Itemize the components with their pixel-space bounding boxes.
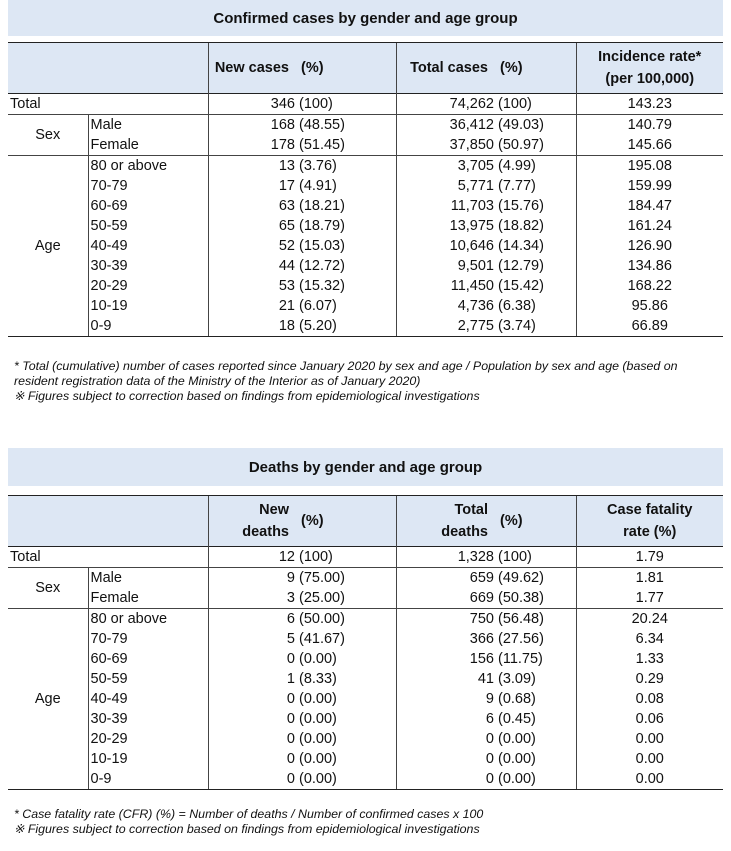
- cell-total-pct: (6.38): [498, 297, 536, 314]
- cell-new: 0: [208, 709, 297, 729]
- table-row: [8, 547, 723, 568]
- cell-rate: 0.08: [576, 689, 723, 709]
- cell-new: 178: [208, 135, 297, 156]
- row-label: 0-9: [88, 316, 208, 337]
- cell-total: 41: [396, 669, 496, 689]
- header-incidence-rate-line2: (per 100,000): [605, 71, 695, 87]
- group-label-age: Age: [8, 609, 88, 790]
- table-row: [8, 236, 723, 256]
- cell-total: 6: [396, 709, 496, 729]
- cell-new: 65: [208, 216, 297, 236]
- table-row: [8, 216, 723, 236]
- table-row: [8, 769, 723, 790]
- cell-rate: 145.66: [576, 135, 723, 156]
- table-header-row: [8, 496, 723, 547]
- row-label: 60-69: [88, 196, 208, 216]
- table-row: [8, 669, 723, 689]
- cell-rate: 126.90: [576, 236, 723, 256]
- cell-total-pct: (0.00): [496, 769, 576, 790]
- cell-total: 3,705: [396, 156, 496, 177]
- deaths-notes: [14, 807, 714, 837]
- cell-new-pct: (3.76): [297, 156, 396, 177]
- cell-new: 53: [208, 276, 297, 296]
- cell-total: 156: [396, 649, 496, 669]
- confirmed-cases-section: [8, 0, 723, 337]
- cell-rate: 20.24: [576, 609, 723, 630]
- cell-total: 0: [396, 769, 496, 790]
- header-total-pct: (%): [496, 43, 576, 94]
- cell-new: 0: [208, 749, 297, 769]
- cell-total: 37,850: [396, 135, 496, 156]
- table-row: [8, 729, 723, 749]
- cell-total: 9,501: [396, 256, 496, 276]
- row-label: Total: [8, 547, 208, 568]
- cell-total: 2,775: [396, 316, 496, 337]
- group-label-sex: Sex: [8, 115, 88, 156]
- header-case-fatality-rate-line2: rate (%): [623, 524, 677, 540]
- deaths-title: Deaths by gender and age group: [8, 448, 723, 486]
- deaths-body: [8, 547, 723, 790]
- table-row: [8, 256, 723, 276]
- cell-new: 63: [208, 196, 297, 216]
- cell-new: 3: [208, 588, 297, 609]
- row-label: Female: [88, 135, 208, 156]
- cell-new-pct: (15.32): [299, 277, 345, 294]
- row-label: Total: [8, 94, 208, 115]
- group-label-age: Age: [8, 156, 88, 337]
- cell-new: 1: [208, 669, 297, 689]
- cell-total: 669: [396, 588, 496, 609]
- cell-new-pct: (15.03): [299, 237, 345, 254]
- cell-new-pct: (0.00): [299, 690, 337, 707]
- row-label: 50-59: [88, 669, 208, 689]
- cell-new: 6: [208, 609, 297, 630]
- cell-new-pct: (100): [297, 547, 396, 568]
- cell-total-pct: (49.03): [496, 115, 576, 136]
- cell-new: 0: [208, 649, 297, 669]
- cell-total-pct: (3.74): [496, 316, 576, 337]
- header-new-cases: New cases: [208, 43, 297, 94]
- confirmed-cases-title: Confirmed cases by gender and age group: [8, 0, 723, 36]
- table-row: [8, 176, 723, 196]
- confirmed-cases-note-1: * Total (cumulative) number of cases reported since January 2020 by sex and age / Population by sex and age (based on resident registration data of the Ministry of the Interior as of January 2020): [14, 359, 678, 388]
- cell-rate: 1.77: [576, 588, 723, 609]
- cell-total-pct: (15.42): [498, 277, 544, 294]
- cell-total-pct: (50.38): [498, 589, 544, 606]
- cell-total-pct: (18.82): [498, 217, 544, 234]
- header-new-deaths-line2: deaths: [242, 524, 289, 540]
- cell-new: 346: [208, 94, 297, 115]
- cell-new-pct: (6.07): [299, 297, 337, 314]
- confirmed-cases-notes: [14, 359, 714, 404]
- cell-new-pct: (18.21): [299, 197, 345, 214]
- deaths-table: [8, 495, 723, 790]
- cell-rate: 159.99: [576, 176, 723, 196]
- row-label: 10-19: [88, 296, 208, 316]
- cell-total: 750: [396, 609, 496, 630]
- deaths-note-2: ※ Figures subject to correction based on findings from epidemiological investigations: [14, 822, 480, 836]
- header-blank-cell: [8, 496, 208, 547]
- table-row: [8, 135, 723, 156]
- row-label: 30-39: [88, 709, 208, 729]
- header-blank-cell: [8, 43, 208, 94]
- cell-rate: 168.22: [576, 276, 723, 296]
- cell-rate: 143.23: [576, 94, 723, 115]
- cell-total-pct: (49.62): [496, 568, 576, 589]
- cell-new-pct: (0.00): [297, 769, 396, 790]
- cell-rate: 0.00: [576, 729, 723, 749]
- table-row: [8, 749, 723, 769]
- cell-total: 1,328: [396, 547, 496, 568]
- table-row: [8, 568, 723, 589]
- cell-total-pct: (0.00): [498, 730, 536, 747]
- row-label: 50-59: [88, 216, 208, 236]
- cell-total: 0: [396, 749, 496, 769]
- cell-rate: 0.29: [576, 669, 723, 689]
- row-label: 20-29: [88, 276, 208, 296]
- cell-total: 11,450: [396, 276, 496, 296]
- table-header-row: [8, 43, 723, 94]
- cell-total-pct: (27.56): [498, 630, 544, 647]
- table-row: [8, 94, 723, 115]
- cell-total-pct: (4.99): [496, 156, 576, 177]
- row-label: 80 or above: [88, 609, 208, 630]
- cell-total: 9: [396, 689, 496, 709]
- cell-total-pct: (50.97): [498, 136, 544, 153]
- cell-rate: 161.24: [576, 216, 723, 236]
- cell-new-pct: (50.00): [297, 609, 396, 630]
- cell-rate: 0.00: [576, 749, 723, 769]
- cell-total-pct: (12.79): [498, 257, 544, 274]
- cell-new-pct: (0.00): [299, 750, 337, 767]
- cell-new: 52: [208, 236, 297, 256]
- header-total-deaths-line2: deaths: [441, 524, 488, 540]
- cell-total: 366: [396, 629, 496, 649]
- table-row: [8, 115, 723, 136]
- cell-new: 0: [208, 769, 297, 790]
- table-row: [8, 296, 723, 316]
- cell-new: 168: [208, 115, 297, 136]
- cell-new-pct: (5.20): [297, 316, 396, 337]
- cell-new: 12: [208, 547, 297, 568]
- cell-new-pct: (18.79): [299, 217, 345, 234]
- header-total-deaths: [396, 496, 496, 547]
- cell-total: 5,771: [396, 176, 496, 196]
- header-total-pct: (%): [496, 496, 576, 547]
- group-label-sex: Sex: [8, 568, 88, 609]
- cell-total: 0: [396, 729, 496, 749]
- cell-new-pct: (8.33): [299, 670, 337, 687]
- cell-rate: 134.86: [576, 256, 723, 276]
- cell-rate: 66.89: [576, 316, 723, 337]
- table-row: [8, 609, 723, 630]
- cell-total: 4,736: [396, 296, 496, 316]
- cell-total-pct: (0.68): [498, 690, 536, 707]
- confirmed-cases-table: [8, 42, 723, 337]
- row-label: 80 or above: [88, 156, 208, 177]
- cell-total: 10,646: [396, 236, 496, 256]
- row-label: 30-39: [88, 256, 208, 276]
- cell-rate: 1.81: [576, 568, 723, 589]
- cell-new: 9: [208, 568, 297, 589]
- cell-total: 11,703: [396, 196, 496, 216]
- header-case-fatality-rate-line1: Case fatality: [607, 502, 693, 518]
- row-label: Female: [88, 588, 208, 609]
- cell-new-pct: (100): [297, 94, 396, 115]
- cell-new: 44: [208, 256, 297, 276]
- cell-new: 13: [208, 156, 297, 177]
- header-new-deaths-line1: New: [259, 502, 289, 518]
- cell-rate: 1.33: [576, 649, 723, 669]
- cell-new: 18: [208, 316, 297, 337]
- cell-total-pct: (3.09): [498, 670, 536, 687]
- table-row: [8, 689, 723, 709]
- cell-total: 13,975: [396, 216, 496, 236]
- cell-total-pct: (0.00): [498, 750, 536, 767]
- table-row: [8, 156, 723, 177]
- row-label: 40-49: [88, 236, 208, 256]
- header-total-deaths-line1: Total: [454, 502, 488, 518]
- cell-new-pct: (41.67): [299, 630, 345, 647]
- table-row: [8, 196, 723, 216]
- cell-new-pct: (48.55): [297, 115, 396, 136]
- row-label: 0-9: [88, 769, 208, 790]
- header-incidence-rate: [576, 43, 723, 94]
- header-incidence-rate-line1: Incidence rate*: [598, 49, 702, 65]
- deaths-note-1: * Case fatality rate (CFR) (%) = Number of deaths / Number of confirmed cases x 100: [14, 807, 484, 821]
- cell-total-pct: (100): [496, 94, 576, 115]
- cell-rate: 0.06: [576, 709, 723, 729]
- cell-rate: 1.79: [576, 547, 723, 568]
- cell-new: 5: [208, 629, 297, 649]
- cell-rate: 184.47: [576, 196, 723, 216]
- cell-new-pct: (4.91): [299, 177, 337, 194]
- cell-new-pct: (0.00): [299, 710, 337, 727]
- deaths-section: [8, 448, 723, 790]
- cell-total: 74,262: [396, 94, 496, 115]
- table-row: [8, 276, 723, 296]
- confirmed-cases-body: [8, 94, 723, 337]
- cell-rate: 6.34: [576, 629, 723, 649]
- cell-new: 0: [208, 689, 297, 709]
- cell-rate: 95.86: [576, 296, 723, 316]
- row-label: Male: [88, 115, 208, 136]
- table-row: [8, 316, 723, 337]
- table-row: [8, 709, 723, 729]
- row-label: 20-29: [88, 729, 208, 749]
- header-new-pct: (%): [297, 43, 396, 94]
- row-label: 40-49: [88, 689, 208, 709]
- cell-rate: 0.00: [576, 769, 723, 790]
- row-label: 10-19: [88, 749, 208, 769]
- cell-total-pct: (100): [496, 547, 576, 568]
- cell-total-pct: (7.77): [498, 177, 536, 194]
- cell-total-pct: (14.34): [498, 237, 544, 254]
- confirmed-cases-note-2: ※ Figures subject to correction based on findings from epidemiological investigations: [14, 389, 480, 403]
- table-row: [8, 629, 723, 649]
- header-new-pct: (%): [297, 496, 396, 547]
- table-row: [8, 588, 723, 609]
- row-label: 70-79: [88, 629, 208, 649]
- cell-new: 21: [208, 296, 297, 316]
- cell-new-pct: (75.00): [297, 568, 396, 589]
- header-case-fatality-rate: [576, 496, 723, 547]
- cell-new-pct: (25.00): [299, 589, 345, 606]
- cell-total: 36,412: [396, 115, 496, 136]
- row-label: Male: [88, 568, 208, 589]
- cell-rate: 195.08: [576, 156, 723, 177]
- cell-total-pct: (11.75): [498, 650, 543, 667]
- header-total-cases: Total cases: [396, 43, 496, 94]
- cell-total-pct: (15.76): [498, 197, 544, 214]
- cell-rate: 140.79: [576, 115, 723, 136]
- table-row: [8, 649, 723, 669]
- cell-new: 17: [208, 176, 297, 196]
- row-label: 60-69: [88, 649, 208, 669]
- cell-total-pct: (56.48): [496, 609, 576, 630]
- cell-new-pct: (0.00): [299, 650, 337, 667]
- header-new-deaths: [208, 496, 297, 547]
- cell-new: 0: [208, 729, 297, 749]
- cell-total: 659: [396, 568, 496, 589]
- cell-new-pct: (51.45): [299, 136, 345, 153]
- row-label: 70-79: [88, 176, 208, 196]
- cell-new-pct: (12.72): [299, 257, 345, 274]
- cell-total-pct: (0.45): [498, 710, 536, 727]
- cell-new-pct: (0.00): [299, 730, 337, 747]
